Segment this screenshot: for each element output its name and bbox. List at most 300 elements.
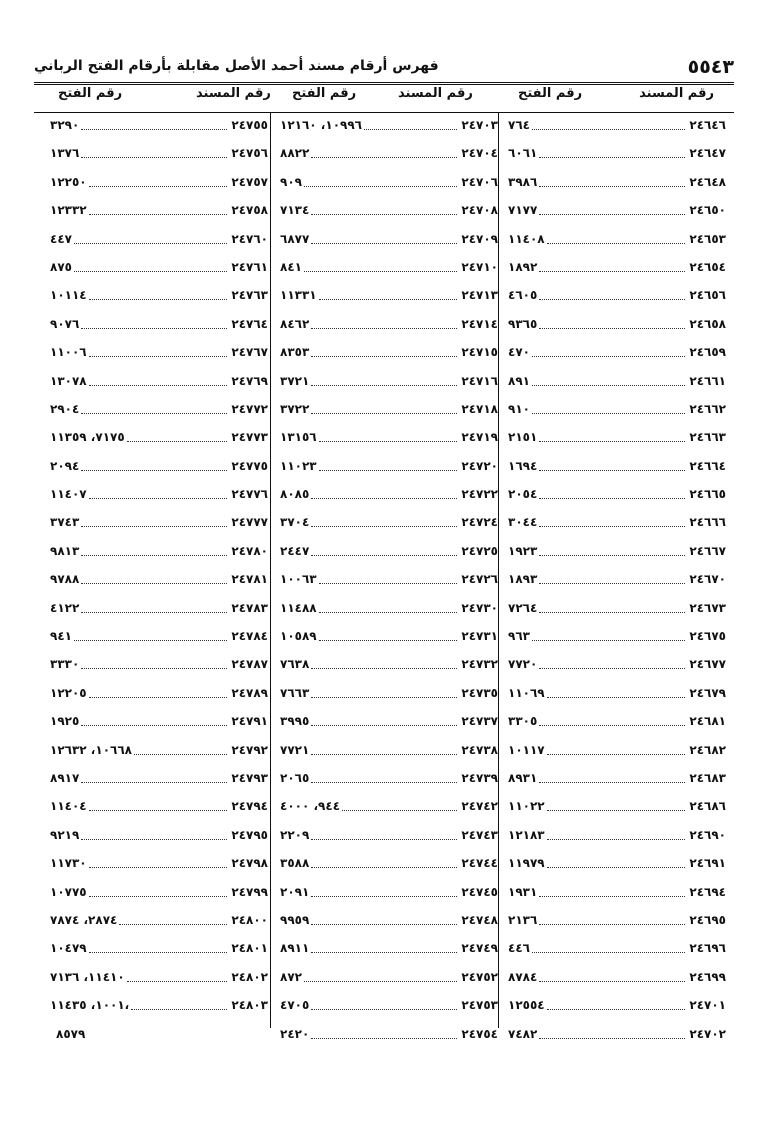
index-row [506,992,728,1020]
fath-number: ٨٥٧٩ [56,1026,86,1041]
index-row [278,339,500,367]
index-row [48,481,270,509]
leader-dots [131,1009,227,1010]
fath-number: ٢٩٠٤ [50,401,80,416]
fath-number: ٦٠٦١ [508,146,538,161]
leader-dots [311,555,457,556]
musnad-number: ٢٤٧٣٩ [461,770,498,785]
fath-number: ٣٧٢٢ [280,401,310,416]
index-row [48,708,270,736]
musnad-number: ٢٤٧١٦ [461,373,498,388]
index-row [48,169,270,197]
musnad-number: ٢٤٦٨١ [689,714,726,729]
index-row [278,879,500,907]
leader-dots [311,924,457,925]
leader-dots [547,243,685,244]
leader-dots [547,697,685,698]
musnad-number: ٢٤٦٧٩ [689,685,726,700]
musnad-number: ٢٤٦٥٨ [689,316,726,331]
fath-number: ٧١٧٧ [508,203,538,218]
fath-number: ٣٣٣٠ [50,657,80,672]
musnad-number: ٢٤٧٠٣ [461,118,498,132]
fath-number: ١٠١١٧ [508,742,545,757]
musnad-number: ٢٤٧١٩ [461,430,498,445]
index-row [48,282,270,310]
musnad-number: ٢٤٦٥٩ [689,345,726,360]
musnad-number: ٢٤٧٣٥ [461,685,498,700]
index-row [506,907,728,935]
index-row [48,254,270,282]
musnad-number: ٢٤٦٦١ [689,373,726,388]
fath-number: ٤٧٠ [508,345,530,360]
musnad-number: ٢٤٦٥٣ [689,231,726,246]
musnad-number: ٢٤٧٨٩ [231,685,268,700]
fath-number: ٨٠٨٥ [280,487,310,502]
fath-number: ٣٧٠٤ [280,515,310,530]
leader-dots [311,1009,457,1010]
musnad-number: ٢٤٧٥٨ [231,203,268,218]
fath-number: ٢٠٦٥ [280,770,310,785]
leader-dots [81,526,227,527]
fath-number: ٧٤٨٢ [508,1026,538,1041]
index-row [506,822,728,850]
musnad-number: ٢٤٧٧٧ [231,515,268,530]
leader-dots [319,299,457,300]
musnad-number: ٢٤٧٦١ [231,259,268,274]
musnad-number: ٢٤٧٠٦ [461,174,498,189]
index-row [506,140,728,168]
index-row [506,566,728,594]
leader-dots [539,186,685,187]
index-row [506,708,728,736]
fath-number: ١١٠٢٢ [508,799,545,814]
index-row [278,708,500,736]
index-row [506,254,728,282]
musnad-number: ٢٤٧٧٢ [231,401,268,416]
index-row [278,509,500,537]
leader-dots [539,612,685,613]
leader-dots [81,413,227,414]
leader-dots [311,526,457,527]
index-row [48,112,270,140]
musnad-number: ٢٤٨٠٠ [231,912,268,927]
musnad-number: ٢٤٧٣٧ [461,714,498,729]
index-row [506,453,728,481]
leader-dots [311,356,457,357]
musnad-number: ٢٤٧٦٤ [231,316,268,331]
fath-number: ١٠١١٤ [50,288,87,303]
index-row [278,935,500,963]
musnad-number: ٢٤٧٥٦ [231,146,268,161]
leader-dots [311,328,457,329]
fath-number: ٨٣٥٣ [280,345,310,360]
musnad-number: ٢٤٧٤٢ [461,799,498,814]
leader-dots [74,271,227,272]
index-row [506,850,728,878]
fath-number: ١١٠٦٩ [508,685,545,700]
index-row [48,879,270,907]
fath-number: ٤٤٧ [50,231,72,246]
index-row [506,396,728,424]
index-row [506,935,728,963]
index-column-middle [278,112,500,1049]
musnad-number: ٢٤٦٥٠ [689,203,726,218]
musnad-number: ٢٤٧٣١ [461,629,498,644]
musnad-number: ٢٤٧٢٦ [461,572,498,587]
fath-number: ١١٩٧٩ [508,856,545,871]
fath-number: ١١٠٠٦ [50,345,87,360]
fath-number: ١٣١٥٦ [280,430,317,445]
fath-number: ١١٧٣٠ [50,856,87,871]
index-row [506,538,728,566]
fath-number: ٩٠٧٦ [50,316,80,331]
leader-dots [81,583,227,584]
musnad-number: ٢٤٦٤٨ [689,174,726,189]
index-row [48,453,270,481]
index-row [278,254,500,282]
fath-number: ٦٨٧٧ [280,231,310,246]
musnad-number: ٢٤٧٥٤ [461,1026,498,1041]
index-row [278,311,500,339]
index-row [506,680,728,708]
fath-number: ١٣٧٦ [50,146,80,161]
leader-dots [81,668,227,669]
leader-dots [311,385,457,386]
musnad-number: ٢٤٦٤٦ [689,118,726,132]
index-row [506,197,728,225]
index-row [506,481,728,509]
fath-number: ٨٩٣١ [508,770,538,785]
musnad-number: ٢٤٨٠٢ [231,969,268,984]
index-column-right [506,112,728,1049]
fath-number: ١١٤٠٧ [50,487,87,502]
leader-dots [127,981,227,982]
musnad-number: ٢٤٧٥٢ [461,969,498,984]
fath-number: ١٢١٨٣ [508,827,545,842]
index-row [278,680,500,708]
leader-dots [311,413,457,414]
leader-dots [311,725,457,726]
index-row [506,226,728,254]
fath-number: ٤١٢٢ [50,600,80,615]
musnad-number: ٢٤٧٧٣ [231,430,268,445]
musnad-number: ٢٤٧٩١ [231,714,268,729]
fath-number: ٧٧٢١ [280,742,310,757]
musnad-number: ٢٤٧٧٦ [231,487,268,502]
col-head-musnad-middle: رقم المسند [398,86,473,101]
index-row [278,226,500,254]
musnad-number: ٢٤٦٩٥ [689,912,726,927]
index-row [278,566,500,594]
leader-dots [81,725,227,726]
musnad-number: ٢٤٦٧٠ [689,572,726,587]
fath-number: ١٣٠٧٨ [50,373,87,388]
fath-number: ٩٧٨٨ [50,572,80,587]
musnad-number: ٢٤٦٩٤ [689,884,726,899]
fath-number: ١١٤٨٨ [280,600,317,615]
leader-dots [311,867,457,868]
index-row [48,509,270,537]
leader-dots [319,612,457,613]
musnad-number: ٢٤٧٩٤ [231,799,268,814]
index-row [278,822,500,850]
leader-dots [89,385,227,386]
leader-dots [547,839,685,840]
index-row [48,680,270,708]
leader-dots [89,186,227,187]
musnad-number: ٢٤٦٧٥ [689,629,726,644]
leader-dots [81,157,227,158]
leader-dots [319,583,457,584]
fath-number: ١٢٢٥٠ [50,174,87,189]
col-head-musnad-left: رقم المسند [196,86,271,101]
leader-dots [539,896,685,897]
fath-number: ٢١٣٦ [508,912,538,927]
musnad-number: ٢٤٦٩٦ [689,941,726,956]
musnad-number: ٢٤٧٤٩ [461,941,498,956]
leader-dots [319,441,457,442]
musnad-number: ٢٤٧٨٤ [231,629,268,644]
index-row [48,992,270,1020]
fath-number: ٧٧٢٠ [508,657,538,672]
musnad-number: ٢٤٧٤٣ [461,827,498,842]
fath-number: ١٠٩٩٦، ١٢١٦٠ [280,118,362,132]
leader-dots [547,810,685,811]
fath-number: ٨٩١٧ [50,770,80,785]
fath-number: ٢٠٥٤ [508,487,538,502]
fath-number: ٧٦٣٨ [280,657,310,672]
index-row [278,737,500,765]
leader-dots [539,214,685,215]
leader-dots [81,129,227,130]
leader-dots [539,924,685,925]
index-row [506,651,728,679]
leader-dots [304,186,457,187]
fath-number: ١٠٦٦٨، ١٢٦٣٢ [50,742,132,757]
index-row [48,197,270,225]
fath-number: ٣٩٩٥ [280,714,310,729]
leader-dots [539,498,685,499]
leader-dots [127,441,227,442]
musnad-number: ٢٤٦٧٣ [689,600,726,615]
header-rule [34,82,734,85]
fath-number: ٣٧٤٣ [50,515,80,530]
index-row [506,793,728,821]
fath-number: ٨٧٢ [280,969,302,984]
fath-number: ٤٧٠٥ [280,998,310,1013]
index-row [278,964,500,992]
musnad-number: ٢٤٧٨١ [231,572,268,587]
index-row [48,964,270,992]
index-row [506,879,728,907]
index-column-left [48,112,270,1049]
fath-number: ٨٤١ [280,259,302,274]
leader-dots [311,243,457,244]
leader-dots [74,640,227,641]
leader-dots [81,328,227,329]
index-row [278,282,500,310]
leader-dots [89,810,227,811]
leader-dots [319,470,457,471]
fath-number: ٢٠٩١ [280,884,310,899]
index-row [506,623,728,651]
fath-number: ١٠٥٨٩ [280,629,317,644]
leader-dots [311,839,457,840]
index-row [278,140,500,168]
leader-dots [532,640,685,641]
leader-dots [134,754,227,755]
musnad-number: ٢٤٧١٥ [461,345,498,360]
leader-dots [311,952,457,953]
musnad-number: ٢٤٧٠١ [689,998,726,1013]
fath-number: ١٨٩٢ [508,259,538,274]
leader-dots [539,782,685,783]
fath-number: ٧١٣٤ [280,203,310,218]
leader-dots [539,328,685,329]
index-row [278,453,500,481]
musnad-number: ٢٤٧٤٥ [461,884,498,899]
leader-dots [81,782,227,783]
fath-number: ١٢٢٠٥ [50,685,87,700]
leader-dots [311,214,457,215]
musnad-number: ٢٤٦٨٣ [689,770,726,785]
index-row [278,169,500,197]
musnad-number: ٢٤٧٠٤ [461,146,498,161]
index-row [48,311,270,339]
fath-number: ٣٢٩٠ [50,118,80,132]
musnad-number: ٢٤٧٩٣ [231,770,268,785]
leader-dots [89,356,227,357]
index-row [506,339,728,367]
fath-number: ٢١٥١ [508,430,538,445]
fath-number: ١٩٢٥ [50,714,80,729]
leader-dots [89,697,227,698]
fath-number: ٨٤٦٢ [280,316,310,331]
leader-dots [81,470,227,471]
fath-number: ٣٣٠٥ [508,714,538,729]
musnad-number: ٢٤٦٦٤ [689,458,726,473]
index-row [278,396,500,424]
leader-dots [539,555,685,556]
col-head-fath-middle: رقم الفتح [292,86,357,101]
leader-dots [539,441,685,442]
fath-number: ١١٠٢٣ [280,458,317,473]
musnad-number: ٢٤٧٨٣ [231,600,268,615]
musnad-number: ٢٤٧٩٢ [231,742,268,757]
leader-dots [311,668,457,669]
fath-number: ٣٠٤٤ [508,515,538,530]
leader-dots [119,924,227,925]
index-row [506,169,728,197]
leader-dots [532,385,685,386]
leader-dots [89,498,227,499]
index-row [48,907,270,935]
index-row [278,112,500,140]
col-head-fath-right: رقم الفتح [518,86,583,101]
fath-number: ٣٥٨٨ [280,856,310,871]
leader-dots [539,470,685,471]
index-row [278,538,500,566]
leader-dots [311,697,457,698]
index-row [48,339,270,367]
musnad-number: ٢٤٦٩٠ [689,827,726,842]
leader-dots [532,413,685,414]
col-head-fath-left: رقم الفتح [58,86,123,101]
leader-dots [311,498,457,499]
index-row [278,1021,500,1049]
fath-number: ١١٤١٠، ٧١٣٦ [50,969,125,984]
fath-number: ١٠٤٧٩ [50,941,87,956]
musnad-number: ٢٤٦٦٢ [689,401,726,416]
leader-dots [304,981,457,982]
musnad-number: ٢٤٧٢٢ [461,487,498,502]
leader-dots [304,271,457,272]
index-row [278,651,500,679]
fath-number: ٤٤٦ [508,941,530,956]
index-row [506,765,728,793]
leader-dots [539,271,685,272]
musnad-number: ٢٤٧٦٣ [231,288,268,303]
musnad-number: ٢٤٧٤٤ [461,856,498,871]
fath-number: ٢٤٢٠ [280,1026,310,1041]
leader-dots [311,896,457,897]
index-row [48,623,270,651]
index-row [278,368,500,396]
leader-dots [89,214,227,215]
musnad-number: ٢٤٧٩٨ [231,856,268,871]
musnad-number: ٢٤٧٠٢ [689,1026,726,1041]
index-row [506,112,728,140]
musnad-number: ٢٤٦٩٩ [689,969,726,984]
musnad-number: ٢٤٦٨٢ [689,742,726,757]
index-row [48,538,270,566]
index-row [506,368,728,396]
musnad-number: ٢٤٧٠٩ [461,231,498,246]
musnad-number: ٢٤٧٣٠ [461,600,498,615]
fath-number: ١١٤٠٨ [508,231,545,246]
leader-dots [311,754,457,755]
leader-dots [89,299,227,300]
fath-number: ٩٢١٩ [50,827,80,842]
fath-number: ٣٧٢١ [280,373,310,388]
fath-number: ٩٤١ [50,629,72,644]
index-row [48,226,270,254]
leader-dots [311,1038,457,1039]
index-row [506,311,728,339]
index-row [278,623,500,651]
index-row [48,424,270,452]
leader-dots [547,867,685,868]
musnad-number: ٢٤٧١٣ [461,288,498,303]
musnad-number: ٢٤٧١٤ [461,316,498,331]
musnad-number: ٢٤٧٦٧ [231,345,268,360]
leader-dots [532,356,685,357]
leader-dots [547,1009,685,1010]
leader-dots [539,583,685,584]
leader-dots [81,839,227,840]
index-row [278,765,500,793]
musnad-number: ٢٤٧١٨ [461,401,498,416]
index-row [48,396,270,424]
fath-number: ٤٦٠٥ [508,288,538,303]
musnad-number: ٢٤٦٤٧ [689,146,726,161]
musnad-number: ٢٤٧٦٩ [231,373,268,388]
leader-dots [539,157,685,158]
index-row [48,935,270,963]
index-row [506,424,728,452]
fath-number: ٧٦٦٣ [280,685,310,700]
fath-number: ١١٤٠٤ [50,799,87,814]
